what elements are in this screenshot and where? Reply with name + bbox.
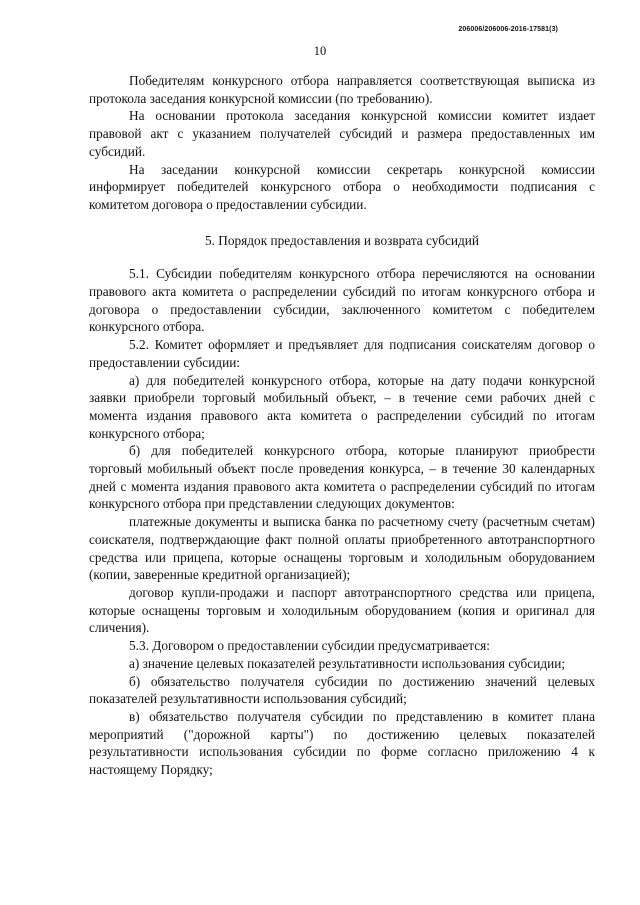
paragraph-5-2-a: а) для победителей конкурсного отбора, которые на дату подачи конкурсной заявки приобрели торговый мобильный объект, – в течение семи рабочих дней с момента издания правового акта комитета о распределении субсидий по итогам конкурсного отбора;: [89, 372, 595, 441]
paragraph-5-2: 5.2. Комитет оформляет и предъявляет для подписания соискателям договор о предоставлении субсидии:: [89, 337, 595, 370]
paragraph-5-2-b: б) для победителей конкурсного отбора, которые планируют приобрести торговый мобильный объект после проведения конкурса, – в течение 30 календарных дней с момента издания правового акта комитета о распределении субсидий по итогам конкурсного отбора при представлении следующих документов:: [89, 443, 595, 512]
page-number: 10: [313, 44, 327, 58]
paragraph-5-1: 5.1. Субсидии победителям конкурсного отбора перечисляются на основании правового акта комитета о распределении субсидий по итогам конкурсного отбора и договора о предоставлении субсидии, заключенного комитетом с победителем конкурсного отбора.: [89, 266, 595, 335]
document-body: [89, 72, 595, 779]
paragraph-5-3: 5.3. Договором о предоставлении субсидии предусматривается:: [129, 638, 490, 654]
paragraph-sale-contract: договор купли-продажи и паспорт автотранспортного средства или прицепа, которые оснащены торговым и холодильным оборудованием (копия и оригинал для сличения).: [89, 584, 595, 636]
document-code: 206006/206006-2016-17581(3): [458, 26, 558, 33]
paragraph-5-3-b: б) обязательство получателя субсидии по достижению значений целевых показателей результативности использования субсидий;: [89, 673, 595, 707]
paragraph-secretary-informs: На заседании конкурсной комиссии секретарь конкурсной комиссии информирует победителей конкурсного отбора о необходимости подписания с комитетом договора о предоставлении субсидии.: [89, 161, 595, 212]
paragraph-5-3-a: а) значение целевых показателей результативности использования субсидии;: [129, 655, 566, 671]
section-heading: 5. Порядок предоставления и возврата субсидий: [204, 232, 480, 248]
paragraph-winners-extract: Победителям конкурсного отбора направляется соответствующая выписка из протокола заседания конкурсной комиссии (по требованию).: [89, 73, 595, 106]
paragraph-payment-docs: платежные документы и выписка банка по расчетному счету (расчетным счетам) соискателя, подтверждающие факт полной оплаты приобретенного автотранспортного средства или прицепа, которые оснащены торговым и холодильным оборудованием (копии, заверенные кредитной организацией);: [89, 514, 595, 583]
paragraph-legal-act: На основании протокола заседания конкурсной комиссии комитет издает правовой акт с указанием получателей субсидий и размера предоставленных им субсидий.: [89, 108, 595, 159]
paragraph-5-3-v: в) обязательство получателя субсидии по представлению в комитет плана мероприятий ("дорожной карты") по достижению целевых показателей результативности использования субсидии по форме согласно приложению 4 к настоящему Порядку;: [89, 708, 595, 778]
